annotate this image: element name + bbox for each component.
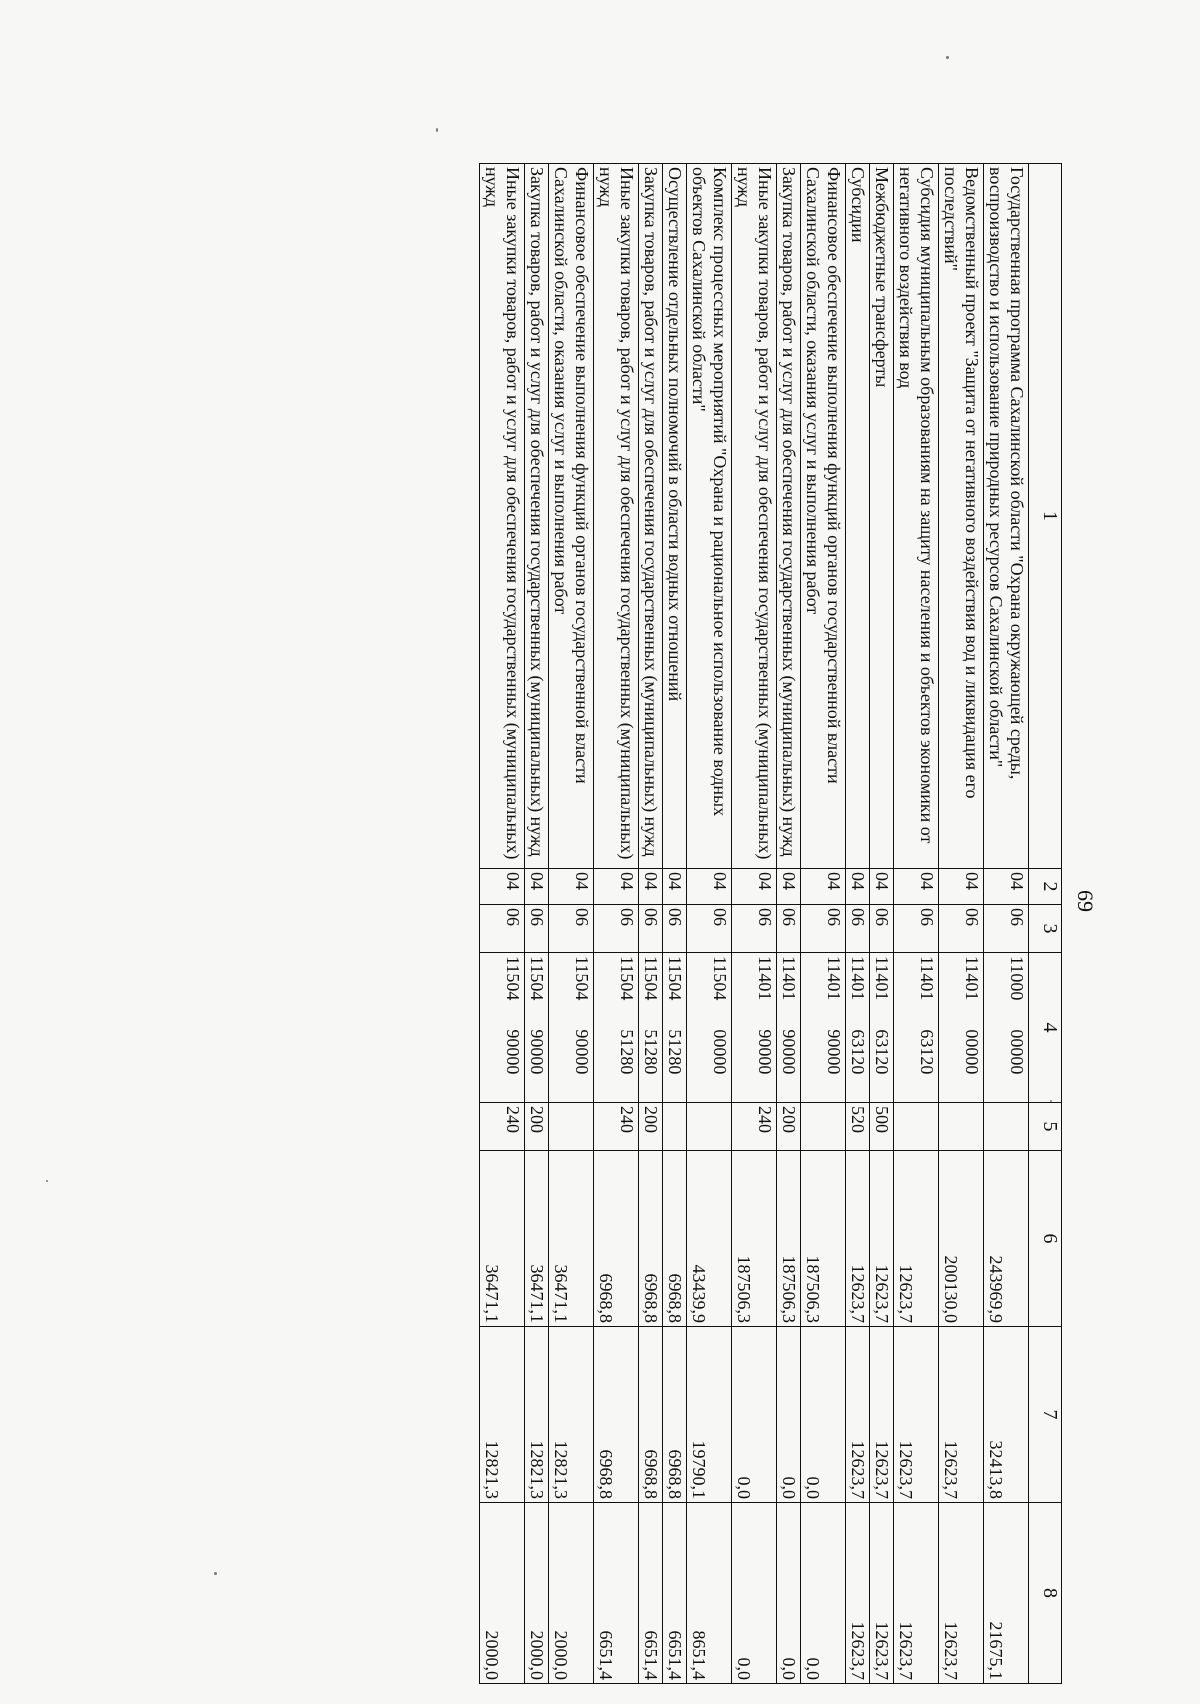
- row-value-cell: [801, 1103, 846, 1151]
- row-value-cell: 04: [639, 869, 663, 905]
- row-value-cell: 11401 63120: [846, 953, 870, 1103]
- row-value-cell: 240: [732, 1103, 777, 1151]
- header-cell: 7: [1029, 1327, 1062, 1503]
- row-value-cell: 6968,8: [639, 1327, 663, 1503]
- row-value-cell: 04: [594, 869, 639, 905]
- scan-speck: [1050, 1100, 1052, 1102]
- row-value-cell: 12623,7: [846, 1327, 870, 1503]
- row-value-cell: 6968,8: [663, 1151, 687, 1327]
- header-cell: 6: [1029, 1151, 1062, 1327]
- row-value-cell: 0,0: [801, 1327, 846, 1503]
- row-value-cell: 187506,3: [801, 1151, 846, 1327]
- row-value-cell: 8651,4: [687, 1503, 732, 1684]
- row-value-cell: 11504 51280: [594, 953, 639, 1103]
- budget-table: [479, 163, 1062, 1684]
- row-value-cell: 0,0: [801, 1503, 846, 1684]
- row-value-cell: [939, 1103, 984, 1151]
- row-value-cell: 04: [525, 869, 549, 905]
- row-value-cell: 240: [594, 1103, 639, 1151]
- row-label-cell: Финансовое обеспечение выполнения функций органов государственной власти Сахалинской области, оказания услуг и выполнения работ: [549, 164, 594, 869]
- budget-table-container: [479, 163, 1062, 1683]
- row-label-cell: Государственная программа Сахалинской области "Охрана окружающей среды, воспроизводство и использование природных ресурсов Сахалинской области": [984, 164, 1029, 869]
- table-row: [639, 164, 663, 1684]
- row-value-cell: 0,0: [777, 1327, 801, 1503]
- scan-speck: [946, 56, 949, 59]
- row-value-cell: [687, 1103, 732, 1151]
- row-value-cell: 04: [732, 869, 777, 905]
- row-value-cell: 11401 63120: [870, 953, 894, 1103]
- row-label-cell: Иные закупки товаров, работ и услуг для обеспечения государственных (муниципальных) нужд: [480, 164, 525, 869]
- row-value-cell: 06: [663, 905, 687, 953]
- row-value-cell: 06: [777, 905, 801, 953]
- row-label-cell: Закупка товаров, работ и услуг для обеспечения государственных (муниципальных) нужд: [525, 164, 549, 869]
- row-value-cell: 04: [480, 869, 525, 905]
- row-value-cell: 04: [939, 869, 984, 905]
- row-value-cell: 36471,1: [525, 1151, 549, 1327]
- row-value-cell: 6651,4: [639, 1503, 663, 1684]
- row-value-cell: 36471,1: [549, 1151, 594, 1327]
- row-value-cell: 6968,8: [594, 1327, 639, 1503]
- row-value-cell: 06: [687, 905, 732, 953]
- row-value-cell: 06: [732, 905, 777, 953]
- row-value-cell: [549, 1103, 594, 1151]
- row-value-cell: 06: [894, 905, 939, 953]
- row-value-cell: 06: [480, 905, 525, 953]
- row-value-cell: 187506,3: [732, 1151, 777, 1327]
- row-value-cell: 12623,7: [894, 1151, 939, 1327]
- row-value-cell: 21675,1: [984, 1503, 1029, 1684]
- row-value-cell: 04: [801, 869, 846, 905]
- scan-speck: [46, 1180, 48, 1182]
- table-row: [549, 164, 594, 1684]
- table-row: [846, 164, 870, 1684]
- header-cell: 2: [1029, 869, 1062, 905]
- row-label-cell: Иные закупки товаров, работ и услуг для обеспечения государственных (муниципальных) нужд: [594, 164, 639, 869]
- table-row: [939, 164, 984, 1684]
- row-value-cell: 12623,7: [939, 1503, 984, 1684]
- row-value-cell: 06: [939, 905, 984, 953]
- scan-speck: [436, 128, 438, 132]
- row-value-cell: 12821,3: [480, 1327, 525, 1503]
- table-row: [801, 164, 846, 1684]
- row-value-cell: [663, 1103, 687, 1151]
- table-row: [732, 164, 777, 1684]
- row-value-cell: 11504 51280: [639, 953, 663, 1103]
- header-cell: 1: [1029, 164, 1062, 869]
- row-value-cell: 11504 51280: [663, 953, 687, 1103]
- table-row: [870, 164, 894, 1684]
- row-label-cell: Осуществление отдельных полномочий в области водных отношений: [663, 164, 687, 869]
- row-value-cell: 6968,8: [594, 1151, 639, 1327]
- row-value-cell: 11504 00000: [687, 953, 732, 1103]
- row-value-cell: 04: [870, 869, 894, 905]
- row-label-cell: Закупка товаров, работ и услуг для обеспечения государственных (муниципальных) нужд: [639, 164, 663, 869]
- row-value-cell: 0,0: [777, 1503, 801, 1684]
- row-label-cell: Ведомственный проект "Защита от негативного воздействия вод и ликвидация его последствий": [939, 164, 984, 869]
- row-value-cell: 32413,8: [984, 1327, 1029, 1503]
- row-value-cell: 06: [801, 905, 846, 953]
- row-value-cell: 6968,8: [663, 1327, 687, 1503]
- row-value-cell: 12623,7: [894, 1503, 939, 1684]
- row-value-cell: 04: [663, 869, 687, 905]
- row-value-cell: 2000,0: [525, 1503, 549, 1684]
- row-value-cell: 06: [984, 905, 1029, 953]
- row-value-cell: 11401 00000: [939, 953, 984, 1103]
- row-value-cell: 200: [525, 1103, 549, 1151]
- table-row: [480, 164, 525, 1684]
- row-value-cell: 06: [639, 905, 663, 953]
- row-value-cell: 06: [594, 905, 639, 953]
- row-value-cell: 04: [549, 869, 594, 905]
- row-value-cell: 12623,7: [870, 1151, 894, 1327]
- row-value-cell: 200130,0: [939, 1151, 984, 1327]
- row-label-cell: Финансовое обеспечение выполнения функций органов государственной власти Сахалинской области, оказания услуг и выполнения работ: [801, 164, 846, 869]
- row-value-cell: 12623,7: [870, 1503, 894, 1684]
- row-value-cell: 12623,7: [939, 1327, 984, 1503]
- row-value-cell: 06: [525, 905, 549, 953]
- row-value-cell: [984, 1103, 1029, 1151]
- row-value-cell: 04: [687, 869, 732, 905]
- row-value-cell: 240: [480, 1103, 525, 1151]
- row-value-cell: 11401 90000: [777, 953, 801, 1103]
- row-value-cell: 12623,7: [846, 1503, 870, 1684]
- row-value-cell: [894, 1103, 939, 1151]
- table-row: [594, 164, 639, 1684]
- row-value-cell: 2000,0: [549, 1503, 594, 1684]
- row-value-cell: 200: [777, 1103, 801, 1151]
- row-value-cell: 19790,1: [687, 1327, 732, 1503]
- row-value-cell: 12821,3: [525, 1327, 549, 1503]
- row-value-cell: 11504 90000: [549, 953, 594, 1103]
- row-value-cell: 11401 63120: [894, 953, 939, 1103]
- header-cell: 3: [1029, 905, 1062, 953]
- row-value-cell: 06: [549, 905, 594, 953]
- header-row: [1029, 164, 1062, 1684]
- row-value-cell: 11401 90000: [801, 953, 846, 1103]
- table-row: [984, 164, 1029, 1684]
- row-label-cell: Комплекс процессных мероприятий "Охрана и рациональное использование водных объектов Сахалинской области": [687, 164, 732, 869]
- row-value-cell: 04: [894, 869, 939, 905]
- row-value-cell: 06: [870, 905, 894, 953]
- table-row: [663, 164, 687, 1684]
- table-row: [525, 164, 549, 1684]
- table-row: [894, 164, 939, 1684]
- row-value-cell: 11504 90000: [525, 953, 549, 1103]
- row-value-cell: 06: [846, 905, 870, 953]
- header-cell: 8: [1029, 1503, 1062, 1684]
- row-value-cell: 43439,9: [687, 1151, 732, 1327]
- row-value-cell: 520: [846, 1103, 870, 1151]
- row-value-cell: 12623,7: [846, 1151, 870, 1327]
- row-value-cell: 11504 90000: [480, 953, 525, 1103]
- page-number: 69: [1073, 890, 1098, 912]
- row-value-cell: 12821,3: [549, 1327, 594, 1503]
- table-body: [480, 164, 1029, 1684]
- row-value-cell: 6651,4: [594, 1503, 639, 1684]
- row-value-cell: 6968,8: [639, 1151, 663, 1327]
- table-row: [777, 164, 801, 1684]
- row-value-cell: 500: [870, 1103, 894, 1151]
- row-value-cell: 0,0: [732, 1327, 777, 1503]
- row-value-cell: 11401 90000: [732, 953, 777, 1103]
- row-label-cell: Иные закупки товаров, работ и услуг для обеспечения государственных (муниципальных) нужд: [732, 164, 777, 869]
- row-value-cell: 2000,0: [480, 1503, 525, 1684]
- row-value-cell: 0,0: [732, 1503, 777, 1684]
- header-cell: 4: [1029, 953, 1062, 1103]
- row-label-cell: Субсидии: [846, 164, 870, 869]
- scan-speck: [214, 1572, 217, 1575]
- row-value-cell: 187506,3: [777, 1151, 801, 1327]
- row-value-cell: 04: [846, 869, 870, 905]
- row-value-cell: 04: [777, 869, 801, 905]
- row-value-cell: 12623,7: [870, 1327, 894, 1503]
- row-value-cell: 11000 00000: [984, 953, 1029, 1103]
- row-label-cell: Межбюджетные трансферты: [870, 164, 894, 869]
- header-cell: 5: [1029, 1103, 1062, 1151]
- row-label-cell: Субсидия муниципальным образованиям на защиту населения и объектов экономики от негативного воздействия вод: [894, 164, 939, 869]
- row-value-cell: 243969,9: [984, 1151, 1029, 1327]
- row-value-cell: 200: [639, 1103, 663, 1151]
- row-label-cell: Закупка товаров, работ и услуг для обеспечения государственных (муниципальных) нужд: [777, 164, 801, 869]
- row-value-cell: 6651,4: [663, 1503, 687, 1684]
- row-value-cell: 12623,7: [894, 1327, 939, 1503]
- row-value-cell: 04: [984, 869, 1029, 905]
- table-row: [687, 164, 732, 1684]
- row-value-cell: 36471,1: [480, 1151, 525, 1327]
